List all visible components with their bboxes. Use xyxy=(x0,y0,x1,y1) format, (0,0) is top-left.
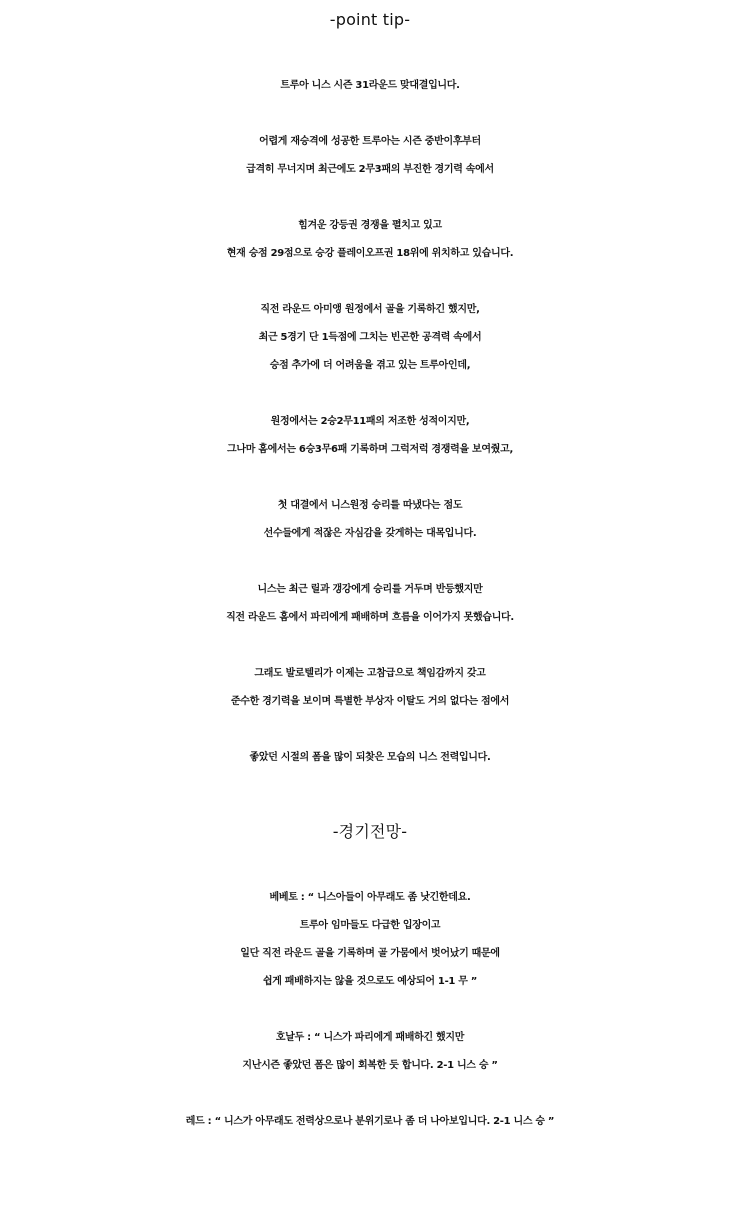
point-tip-line: 준수한 경기력을 보이며 특별한 부상자 이탈도 거의 없다는 점에서 xyxy=(230,696,510,707)
forecast-paragraph xyxy=(0,884,740,996)
point-tip-line: 첫 대결에서 니스원정 승리를 따냈다는 점도 xyxy=(277,500,463,511)
forecast-paragraph xyxy=(0,1108,740,1136)
point-tip-line: 어렵게 재승격에 성공한 트루아는 시즌 중반이후부터 xyxy=(259,136,481,147)
forecast-line: 쉽게 패배하지는 않을 것으로도 예상되어 1-1 무 ” xyxy=(262,976,478,987)
paragraph-spacer xyxy=(0,100,740,128)
point-tip-body xyxy=(0,72,740,772)
point-tip-paragraph xyxy=(0,576,740,632)
forecast-line: 레드 : “ 니스가 아무래도 전력상으로나 분위기로나 좀 더 나아보입니다. 2-1 니스 승 ” xyxy=(185,1116,555,1127)
forecast-heading: -경기전망- xyxy=(332,822,408,841)
point-tip-line: 직전 라운드 홈에서 파리에게 패배하며 흐름을 이어가지 못했습니다. xyxy=(226,612,514,623)
point-tip-line: 현재 승점 29점으로 승강 플레이오프권 18위에 위치하고 있습니다. xyxy=(226,248,514,259)
point-tip-line: 직전 라운드 아미앵 원정에서 골을 기록하긴 했지만, xyxy=(260,304,480,315)
paragraph-spacer xyxy=(0,1080,740,1108)
forecast-section xyxy=(0,822,740,1136)
point-tip-paragraph xyxy=(0,408,740,464)
paragraph-spacer xyxy=(0,996,740,1024)
point-tip-line: 좋았던 시절의 폼을 많이 되찾은 모습의 니스 전력입니다. xyxy=(249,752,491,763)
paragraph-spacer xyxy=(0,268,740,296)
paragraph-spacer xyxy=(0,380,740,408)
point-tip-paragraph xyxy=(0,492,740,548)
point-tip-paragraph xyxy=(0,660,740,716)
point-tip-line: 급격히 무너지며 최근에도 2무3패의 부진한 경기력 속에서 xyxy=(246,164,494,175)
paragraph-spacer xyxy=(0,632,740,660)
forecast-line: 지난시즌 좋았던 폼은 많이 회복한 듯 합니다. 2-1 니스 승 ” xyxy=(242,1060,498,1071)
point-tip-line: 트루아 니스 시즌 31라운드 맞대결입니다. xyxy=(280,80,460,91)
point-tip-paragraph xyxy=(0,212,740,268)
point-tip-paragraph xyxy=(0,296,740,380)
forecast-line: 트루아 임마들도 다급한 입장이고 xyxy=(299,920,441,931)
point-tip-line: 그래도 발로텔리가 이제는 고참급으로 책임감까지 갖고 xyxy=(254,668,486,679)
point-tip-section xyxy=(0,10,740,772)
paragraph-spacer xyxy=(0,464,740,492)
paragraph-spacer xyxy=(0,716,740,744)
point-tip-line: 힘겨운 강등권 경쟁을 펼치고 있고 xyxy=(298,220,442,231)
forecast-line: 베베토 : “ 니스아들이 아무래도 좀 낫긴한데요. xyxy=(269,892,471,903)
point-tip-heading: -point tip- xyxy=(329,10,411,29)
forecast-line: 호날두 : “ 니스가 파리에게 패배하긴 했지만 xyxy=(275,1032,465,1043)
forecast-body xyxy=(0,884,740,1136)
point-tip-paragraph xyxy=(0,744,740,772)
point-tip-line: 니스는 최근 릴과 갱강에게 승리를 거두며 반등했지만 xyxy=(257,584,483,595)
paragraph-spacer xyxy=(0,184,740,212)
forecast-line: 일단 직전 라운드 골을 기록하며 골 가뭄에서 벗어났기 때문에 xyxy=(240,948,500,959)
paragraph-spacer xyxy=(0,548,740,576)
point-tip-line: 그나마 홈에서는 6승3무6패 기록하며 그럭저럭 경쟁력을 보여줬고, xyxy=(227,444,513,455)
point-tip-line: 선수들에게 적잖은 자심감을 갖게하는 대목입니다. xyxy=(263,528,477,539)
point-tip-paragraph xyxy=(0,72,740,100)
point-tip-paragraph xyxy=(0,128,740,184)
forecast-paragraph xyxy=(0,1024,740,1080)
point-tip-line: 최근 5경기 단 1득점에 그치는 빈곤한 공격력 속에서 xyxy=(258,332,482,343)
point-tip-line: 원정에서는 2승2무11패의 저조한 성적이지만, xyxy=(270,416,470,427)
point-tip-line: 승점 추가에 더 어려움을 겪고 있는 트루아인데, xyxy=(269,360,471,371)
